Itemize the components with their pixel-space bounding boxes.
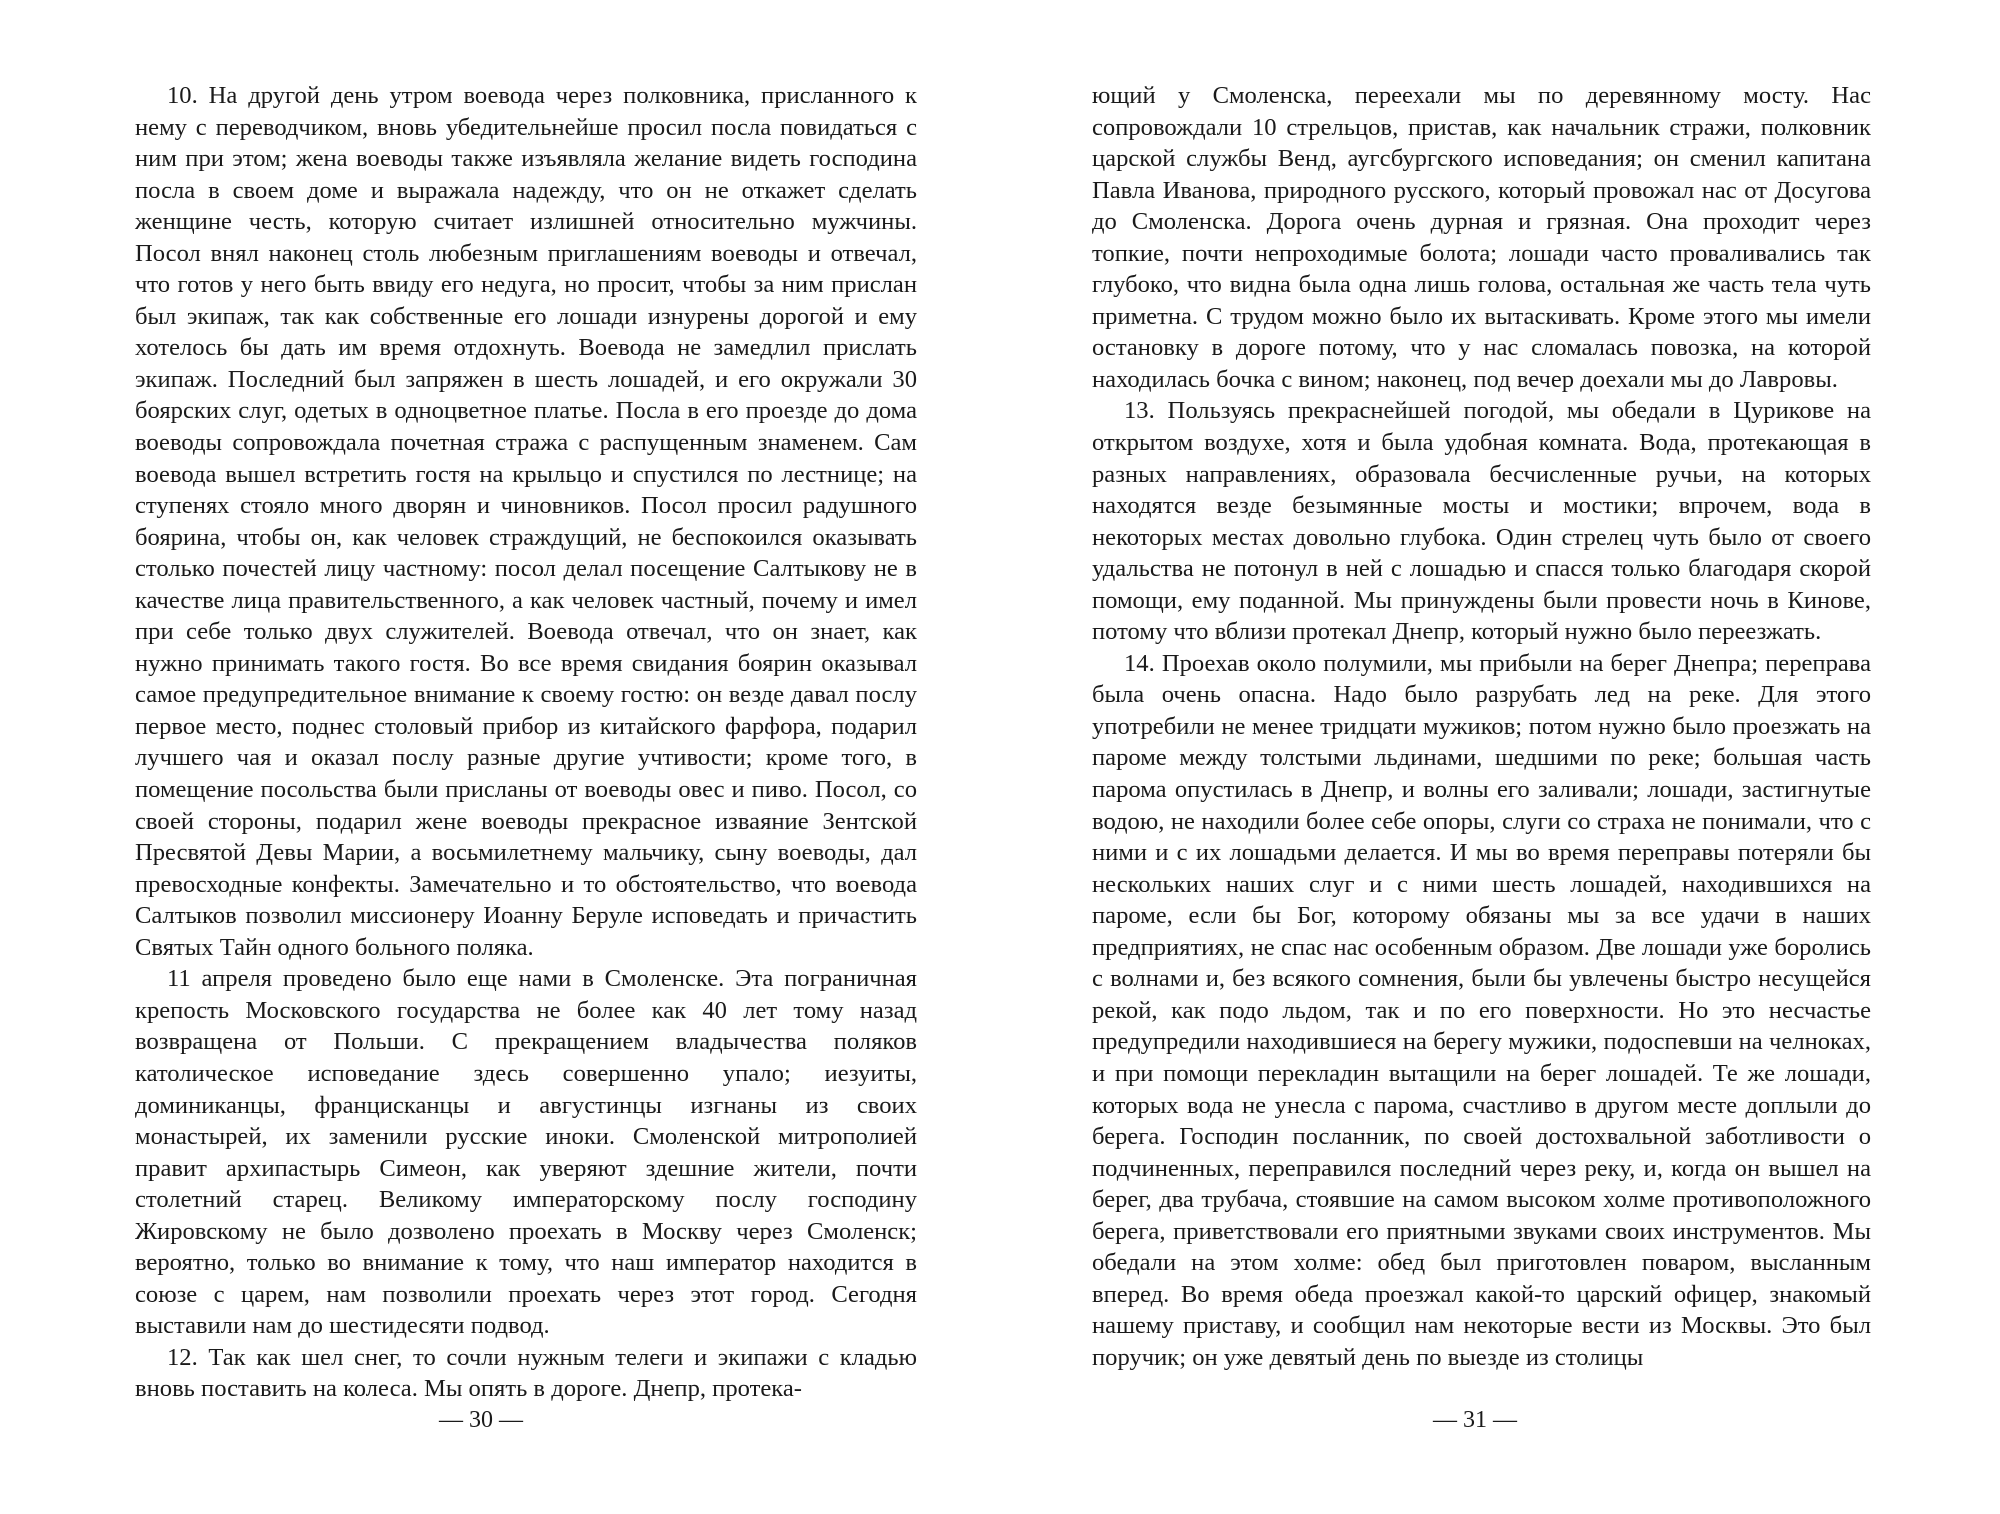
paragraph-12-continued: ющий у Смоленска, переехали мы по деревянному мосту. Нас сопровождали 10 стрельцов, пристав, как начальник стражи, полковник царской службы Венд, аугсбургского исповедания; он сменил капитана Павла Иванова, природного русского, который провожал нас от Досугова до Смоленска. Дорога очень дурная и грязная. Она проходит через топкие, почти непроходимые болота; лошади часто проваливались так глубоко, что видна была одна лишь голова, остальная же часть тела чуть приметна. С трудом можно было их вытаскивать. Кроме этого мы имели остановку в дороге потому, что у нас сломалась повозка, на которой находилась бочка с вином; наконец, под вечер доехали мы до Лавровы. bbox=[1092, 82, 1871, 393]
paragraph-10: 10. На другой день утром воевода через полковника, присланного к нему с переводчиком, вновь убедительнейше просил посла повидаться с ним при этом; жена воеводы также изъявляла желание видеть господина посла в своем доме и выражала надежду, что он не откажет сделать женщине честь, которую считает излишней относительно мужчины. Посол внял наконец столь любезным приглашениям воеводы и отвечал, что готов у него быть ввиду его недуга, но просит, чтобы за ним прислан был экипаж, так как собственные его лошади изнурены дорогой и ему хотелось бы дать им время отдохнуть. Воевода не замедлил прислать экипаж. Последний был запряжен в шесть лошадей, и его окружали 30 боярских слуг, одетых в одноцветное платье. Посла в его проезде до дома воеводы сопровождала почетная стража с распущенным знаменем. Сам воевода вышел встретить гостя на крыльцо и спустился по лестнице; на ступенях стояло много дворян и чиновников. Посол просил радушного боярина, чтобы он, как человек страждущий, не беспокоился оказывать столько почестей лицу частному: посол делал посещение Салтыкову не в качестве лица правительственного, а как человек частный, почему и имел при себе только двух служителей. Воевода отвечал, что он знает, как нужно принимать такого гостя. Во все время свидания боярин оказывал самое предупредительное внимание к своему гостю: он везде давал послу первое место, поднес столовый прибор из китайского фарфора, подарил лучшего чая и оказал послу разные другие учтивости; кроме того, в помещение посольства были присланы от воеводы овес и пиво. Посол, со своей стороны, подарил жене воеводы прекрасное изваяние Зентской Пресвятой Девы Марии, а восьмилетнему мальчику, сыну воеводы, дал превосходные конфекты. Замечательно и то обстоятельство, что воевода Салтыков позволил миссионеру Иоанну Беруле исповедать и причастить Святых Тайн одного больного поляка. bbox=[135, 82, 917, 961]
paragraph-14: 14. Проехав около полумили, мы прибыли на берег Днепра; переправа была очень опасна. Надо было разрубать лед на реке. Для этого употребили не менее тридцати мужиков; потом нужно было проезжать на пароме между толстыми льдинами, шедшими по реке; большая часть парома опустилась в Днепр, и волны его заливали; лошади, застигнутые водою, не находили более себе опоры, слуги со страха не понимали, что с ними и с их лошадьми делается. И мы во время переправы потеряли бы нескольких наших слуг и с ними шесть лошадей, находившихся на пароме, если бы Бог, которому обязаны мы за все удачи в наших предприятиях, не спас нас особенным образом. Две лошади уже боролись с волнами и, без всякого сомнения, были бы увлечены быстро несущейся рекой, как подо льдом, так и по его поверхности. Но это несчастье предупредили находившиеся на берегу мужики, подоспевши на челноках, и при помощи перекладин вытащили на берег лошадей. Те же лошади, которых вода не унесла с парома, счастливо в другом месте доплыли до берега. Господин посланник, по своей достохвальной заботливости о подчиненных, переправился последний через реку, и, когда он вышел на берег, два трубача, стоявшие на самом высоком холме противоположного берега, приветствовали его приятными звуками своих инструментов. Мы обедали на этом холме: обед был приготовлен поваром, высланным вперед. Во время обеда проезжал какой-то царский офицер, знакомый нашему приставу, и сообщил нам некоторые вести из Москвы. Это был поручик; он уже девятый день по выезде из столицы bbox=[1092, 649, 1871, 1371]
page-number-left: — 30 — bbox=[439, 1407, 523, 1433]
paragraph-12: 12. Так как шел снег, то сочли нужным телеги и экипажи с кладью вновь поставить на колеса. Мы опять в дороге. Днепр, протека- bbox=[135, 1343, 917, 1403]
left-page-text bbox=[135, 80, 917, 1405]
page-number-right: — 31 — bbox=[1433, 1407, 1517, 1433]
right-page-text bbox=[1092, 80, 1871, 1373]
paragraph-11-april: 11 апреля проведено было еще нами в Смоленске. Эта пограничная крепость Московского государства не более как 40 лет тому назад возвращена от Польши. С прекращением владычества поляков католическое исповедание здесь совершенно упало; иезуиты, доминиканцы, францисканцы и августинцы изгнаны из своих монастырей, их заменили русские иноки. Смоленской митрополией правит архипастырь Симеон, как уверяют здешние жители, почти столетний старец. Великому императорскому послу господину Жировскому не было дозволено проехать в Москву через Смоленск; вероятно, только во внимание к тому, что наш император находится в союзе с царем, нам позволили проехать через этот город. Сегодня выставили нам до шестидесяти подвод. bbox=[135, 965, 917, 1340]
paragraph-13: 13. Пользуясь прекраснейшей погодой, мы обедали в Цурикове на открытом воздухе, хотя и была удобная комната. Вода, протекающая в разных направлениях, образовала бесчисленные ручьи, на которых находятся везде безымянные мосты и мостики; впрочем, вода в некоторых местах довольно глубока. Один стрелец чуть было от своего удальства не потонул в ней с лошадью и спасся только благодаря скорой помощи, ему поданной. Мы принуждены были провести ночь в Кинове, потому что вблизи протекал Днепр, который нужно было переезжать. bbox=[1092, 397, 1871, 646]
